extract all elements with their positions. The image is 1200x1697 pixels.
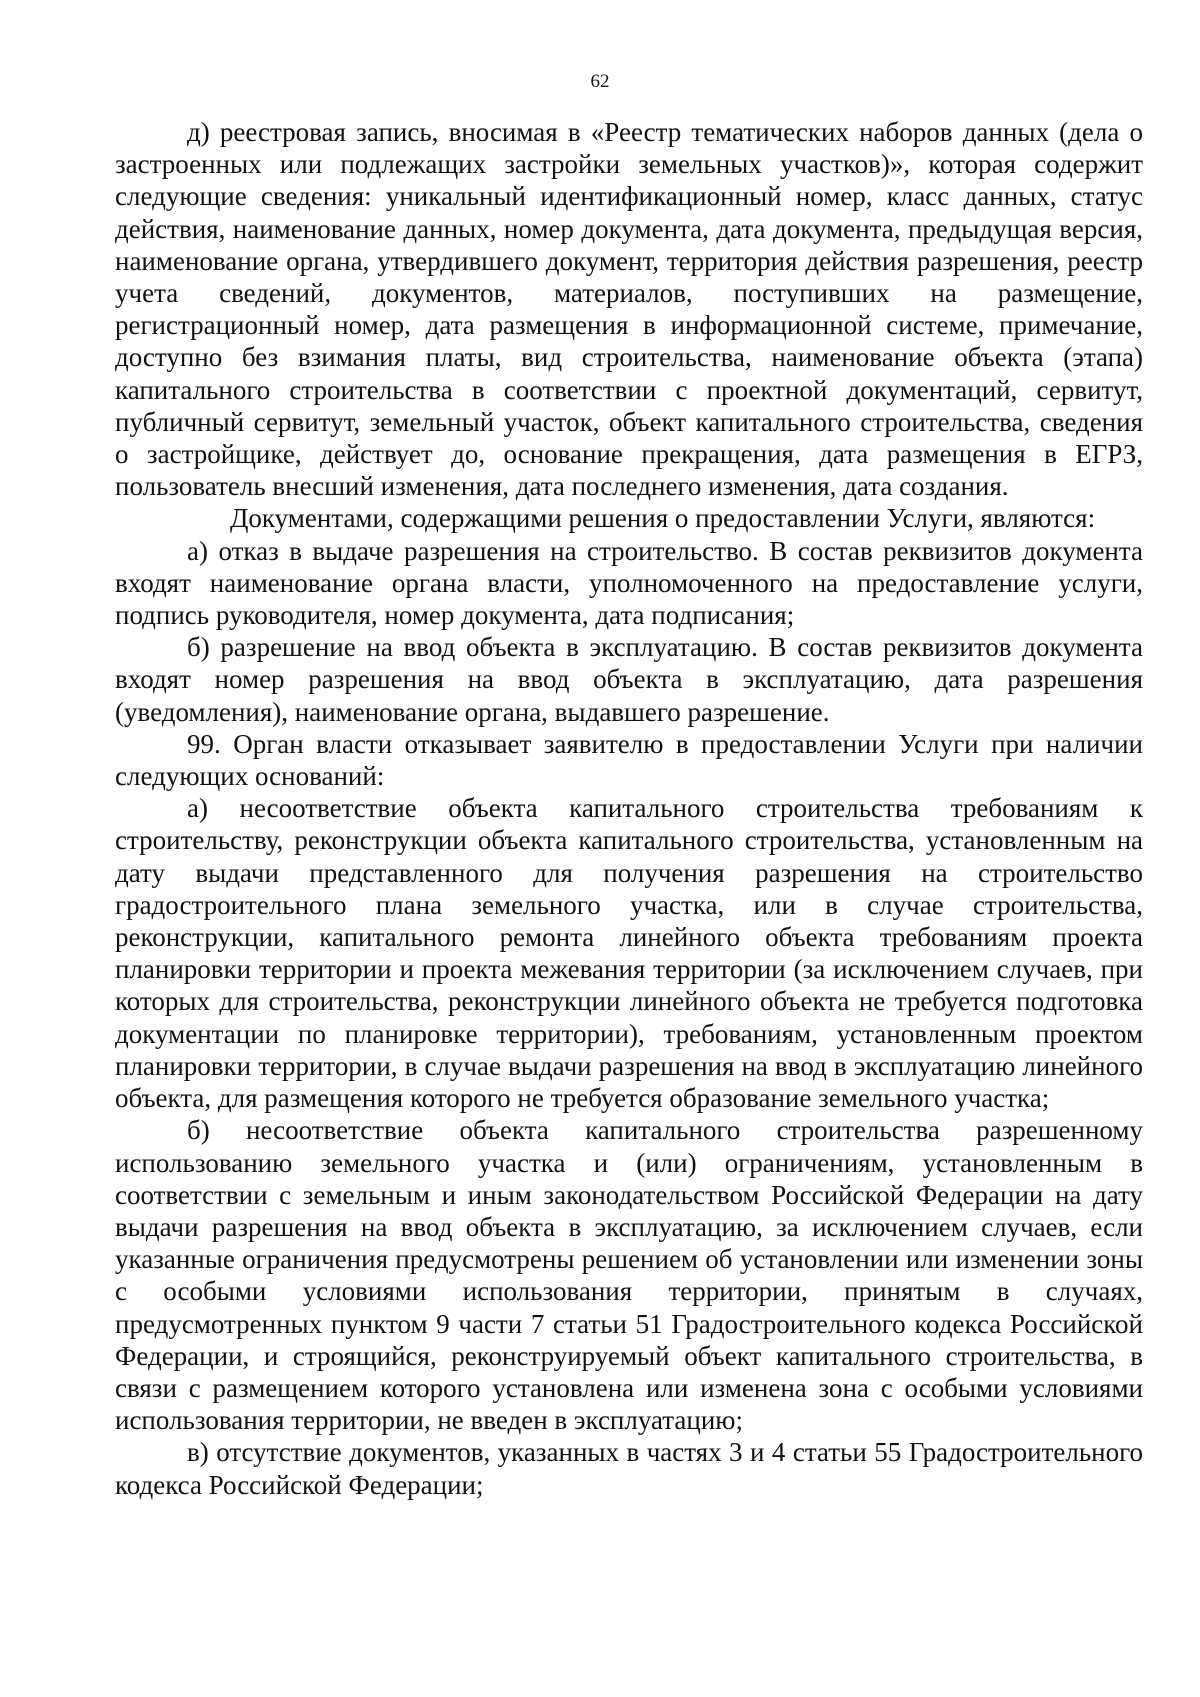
paragraph-clause-99: 99. Орган власти отказывает заявителю в предоставлении Услуги при наличии следующих оснований: [115, 728, 1143, 792]
document-body [115, 116, 1143, 1501]
paragraph-decision-documents-intro: Документами, содержащими решения о предоставлении Услуги, являются: [230, 503, 1096, 534]
page-number: 62 [590, 71, 610, 92]
paragraph-commissioning-permit: б) разрешение на ввод объекта в эксплуатацию. В состав реквизитов документа входят номер разрешения на ввод объекта в эксплуатацию, дата разрешения (уведомления), наименование органа, выдавшего разрешение. [115, 632, 1143, 727]
paragraph-ground-a: а) несоответствие объекта капитального строительства требованиям к строительству, реконструкции объекта капитального строительства, установленным на дату выдачи представленного для получения разрешения на строительство градостроительного плана земельного участка, или в случае строительства, реконструкции, капитального ремонта линейного объекта требованиям проекта планировки территории и проекта межевания территории (за исключением случаев, при которых для строительства, реконструкции линейного объекта не требуется подготовка документации по планировке территории), требованиям, установленным проектом планировки территории, в случае выдачи разрешения на ввод в эксплуатацию линейного объекта, для размещения которого не требуется образование земельного участка; [115, 793, 1143, 1114]
paragraph-registry-record: д) реестровая запись, вносимая в «Реестр тематических наборов данных (дела о застроенных или подлежащих застройки земельных участков)», которая содержит следующие сведения: уникальный идентификационный номер, класс данных, статус действия, наименование данных, номер документа, дата документа, предыдущая версия, наименование органа, утвердившего документ, территория действия разрешения, реестр учета сведений, документов, материалов, поступивших на размещение, регистрационный номер, дата размещения в информационной системе, примечание, доступно без взимания платы, вид строительства, наименование объекта (этапа) капитального строительства в соответствии с проектной документаций, сервитут, публичный сервитут, земельный участок, объект капитального строительства, сведения о застройщике, действует до, основание прекращения, дата размещения в ЕГРЗ, пользователь внесший изменения, дата последнего изменения, дата создания. [115, 117, 1143, 502]
paragraph-ground-b: б) несоответствие объекта капитального строительства разрешенному использованию земельного участка и (или) ограничениям, установленным в соответствии с земельным и иным законодательством Российской Федерации на дату выдачи разрешения на ввод объекта в эксплуатацию, за исключением случаев, если указанные ограничения предусмотрены решением об установлении или изменении зоны с особыми условиями использования территории, принятым в случаях, предусмотренных пунктом 9 части 7 статьи 51 Градостроительного кодекса Российской Федерации, и строящийся, реконструируемый объект капитального строительства, в связи с размещением которого установлена или изменена зона с особыми условиями использования территории, не введен в эксплуатацию; [115, 1115, 1143, 1436]
paragraph-ground-v: в) отсутствие документов, указанных в частях 3 и 4 статьи 55 Градостроительного кодекса Российской Федерации; [115, 1437, 1143, 1500]
paragraph-refusal-construction: а) отказ в выдаче разрешения на строительство. В состав реквизитов документа входят наименование органа власти, уполномоченного на предоставление услуги, подпись руководителя, номер документа, дата подписания; [115, 535, 1143, 631]
